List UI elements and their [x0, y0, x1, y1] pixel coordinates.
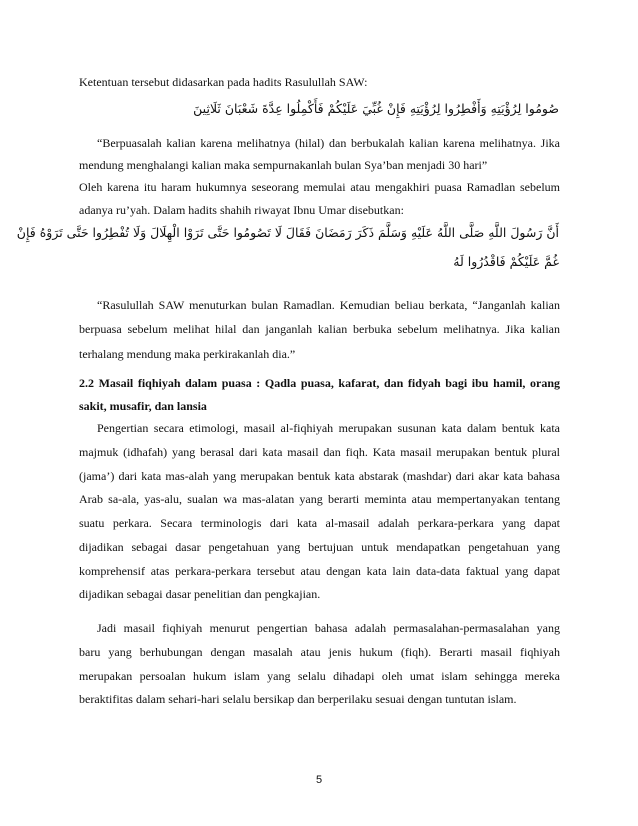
- page-number: 5: [315, 774, 323, 786]
- paragraph-line: merupakan persoalan hukum islam yang selalu dihadapi oleh umat islam sehingga mereka: [79, 669, 560, 683]
- translation-1-line: “Berpuasalah kalian karena melihatnya (hilal) dan berbukalah kalian karena melihatnya. Jika: [97, 136, 560, 150]
- intro-line: Ketentuan tersebut didasarkan pada hadits Rasulullah SAW:: [79, 75, 368, 89]
- paragraph-line: dijadikan sebagai dasar penelitian dan pengkajian.: [79, 587, 321, 601]
- translation-1-line: mendung menghalangi kalian maka sempurnakanlah bulan Sya’ban menjadi 30 hari”: [79, 158, 488, 172]
- paragraph-line: Pengertian secara etimologi, masail al-fiqhiyah merupakan susunan kata dalam bentuk kata: [97, 421, 560, 435]
- transition-line: Oleh karena itu haram hukumnya seseorang memulai atau mengakhiri puasa Ramadlan sebelum: [79, 180, 560, 194]
- arabic-hadith-1: صُومُوا لِرُؤْيَتِهِ وَأَفْطِرُوا لِرُؤْيَتِهِ فَإِنْ غُبِّيَ عَلَيْكُمْ فَأَكْمِلُوا عِدَّةَ شَعْبَانَ ثَلَاثِينَ: [193, 101, 559, 116]
- paragraph-line: majmuk (idhafah) yang berasal dari kata masail dan fiqh. Kata masail merupakan bentuk plural: [79, 445, 560, 459]
- translation-2-line: berpuasa sebelum melihat hilal dan janganlah kalian berbuka sebelum melihatnya. Jika kalian: [79, 322, 560, 336]
- paragraph-line: beraktifitas dalam sehari-hari selalu bersikap dan berperilaku sesuai dengan tuntutan islam.: [79, 692, 517, 706]
- paragraph-line: komprehensif atas perkara-perkara tersebut atau dengan kata lain data-data faktual yang dapat: [79, 564, 560, 578]
- paragraph-line: suatu perkara. Secara terminologis dari kata al-masail adalah perkara-perkara yang dapat: [79, 516, 560, 530]
- arabic-hadith-2-line: أَنَّ رَسُولَ اللَّهِ صَلَّى اللَّهُ عَلَيْهِ وَسَلَّمَ ذَكَرَ رَمَضَانَ فَقَالَ لَا تَصُومُوا حَتَّى تَرَوْا الْهِلَالَ وَلَا تُفْطِرُوا حَتَّى تَرَوْهُ فَإِنْ: [16, 225, 559, 240]
- paragraph-line: dijadikan sebagai dasar pengetahuan yang bertujuan untuk mendapatkan pengetahuan yang: [79, 540, 560, 554]
- translation-2-line: terhalang mendung maka perkirakanlah dia.”: [79, 347, 296, 361]
- transition-line: adanya ru’yah. Dalam hadits shahih riwayat Ibnu Umar disebutkan:: [79, 203, 404, 217]
- paragraph-line: Arab sa-ala, yas-alu, sualan wa mas-alatan yang berarti meminta atau mempertanyakan tentang: [79, 492, 560, 506]
- paragraph-line: (jama’) dari kata mas-alah yang merupakan bentuk kata abstarak (mashdar) dari akar kata bahasa: [79, 469, 560, 483]
- arabic-hadith-2-line: غُمَّ عَلَيْكُمْ فَاقْدُرُوا لَهُ: [453, 254, 559, 269]
- section-heading-line: sakit, musafir, dan lansia: [79, 399, 207, 413]
- paragraph-line: baru yang berhubungan dengan masalah atau jenis hukum (fiqh). Berarti masail fiqhiyah: [79, 645, 560, 659]
- section-heading-line: 2.2 Masail fiqhiyah dalam puasa : Qadla puasa, kafarat, dan fidyah bagi ibu hamil, orang: [79, 376, 560, 390]
- translation-2-line: “Rasulullah SAW menuturkan bulan Ramadlan. Kemudian beliau berkata, “Janganlah kalian: [97, 298, 560, 312]
- paragraph-line: Jadi masail fiqhiyah menurut pengertian bahasa adalah permasalahan-permasalahan yang: [97, 621, 560, 635]
